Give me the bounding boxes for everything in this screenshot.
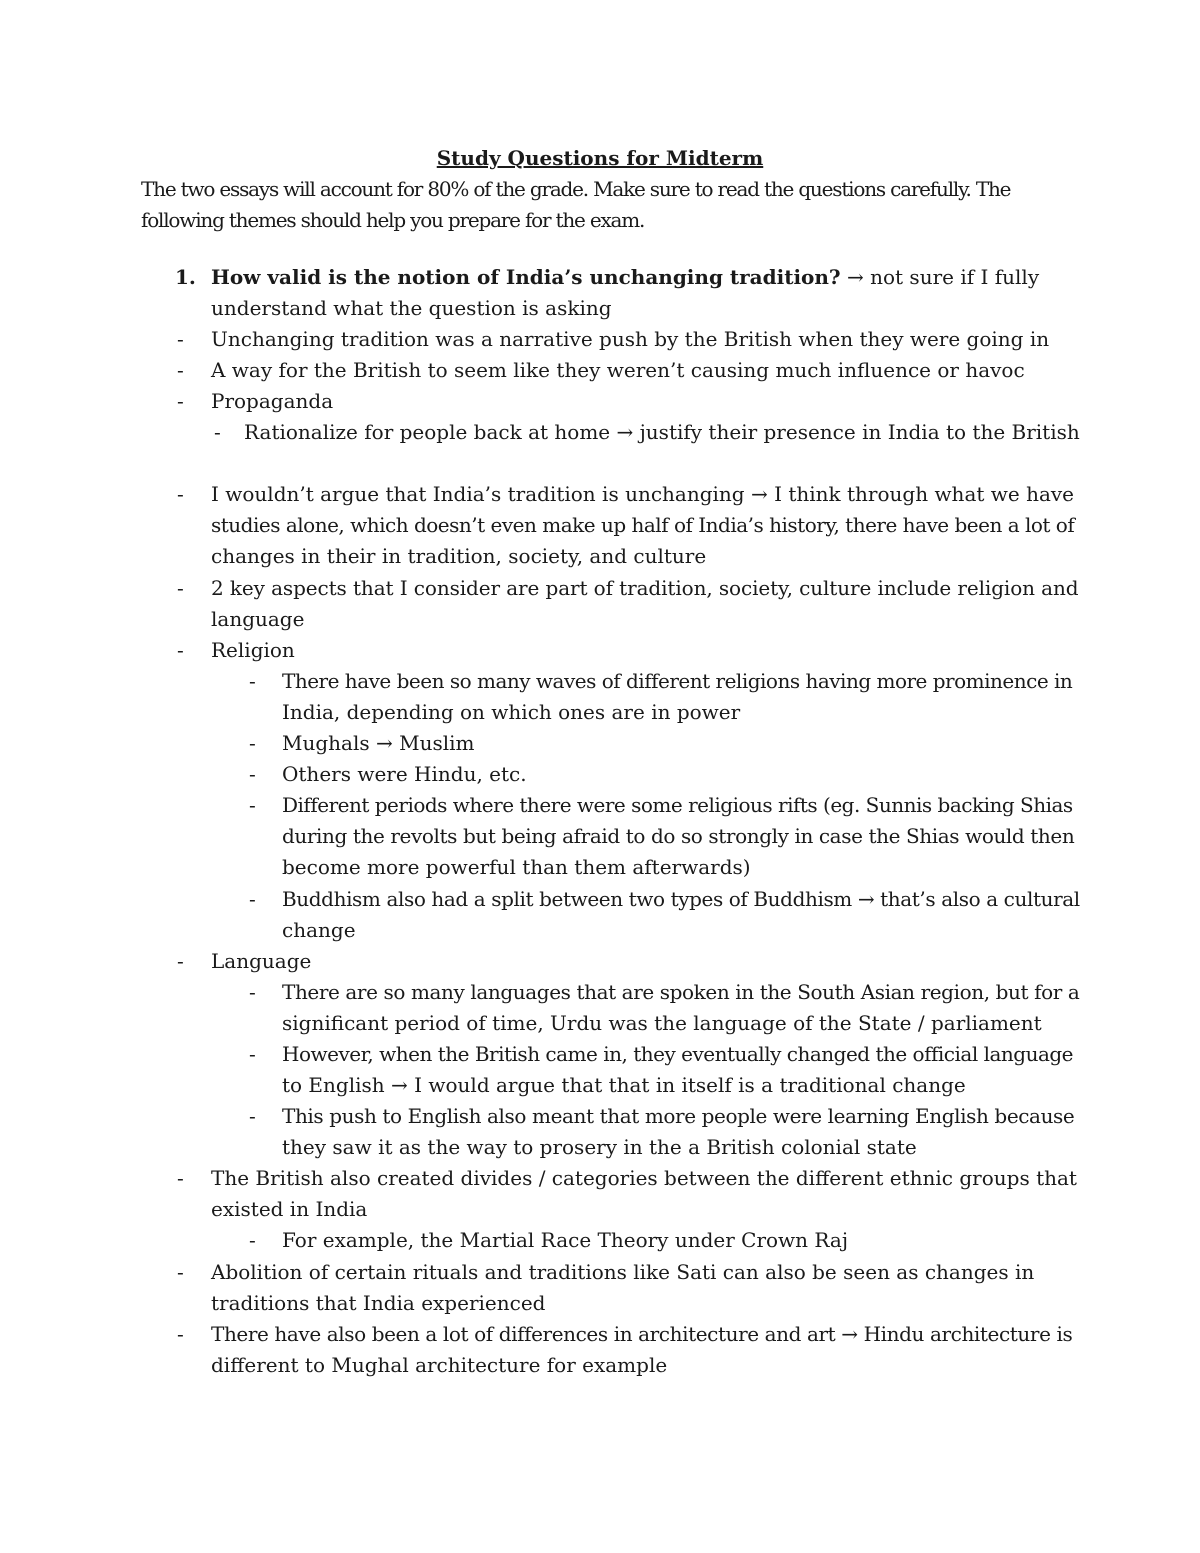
intro-line: following themes should help you prepare for the exam. <box>141 208 645 232</box>
sub-bullet-item: For example, the Martial Race Theory under Crown Raj <box>282 1228 849 1252</box>
bullet-dash: - <box>177 389 184 413</box>
sub-bullet-item: Rationalize for people back at home → justify their presence in India to the British <box>244 420 1080 444</box>
sub-bullet-dash: - <box>249 731 256 755</box>
sub-bullet-dash: - <box>249 887 256 911</box>
bullet-dash: - <box>177 1322 184 1346</box>
bullet-dash: - <box>177 1260 184 1284</box>
intro-paragraph <box>141 174 1081 236</box>
sub-bullet-dash: - <box>249 1042 256 1066</box>
bullet-dash: - <box>177 482 184 506</box>
sub-bullet-item: Different periods where there were some religious rifts (eg. Sunnis backing Shias <box>282 793 1073 817</box>
bullet-item-religion: Religion <box>211 638 295 662</box>
bullet-item: Unchanging tradition was a narrative push by the British when they were going in <box>211 327 1050 351</box>
bullet-item: Abolition of certain rituals and traditions like Sati can also be seen as changes in <box>211 1260 1035 1284</box>
sub-bullet-item: However, when the British came in, they eventually changed the official language <box>282 1042 1074 1066</box>
sub-bullet-dash: - <box>214 420 221 444</box>
sub-bullet-dash: - <box>249 669 256 693</box>
bullet-item-language: Language <box>211 949 312 973</box>
sub-bullet-item: Mughals → Muslim <box>282 731 475 755</box>
document-title: Study Questions for Midterm <box>436 146 764 170</box>
bullet-item-cont: existed in India <box>211 1197 368 1221</box>
sub-bullet-dash: - <box>249 980 256 1004</box>
sub-bullet-item-cont: they saw it as the way to prosery in the a British colonial state <box>282 1135 917 1159</box>
bullet-item: The British also created divides / categories between the different ethnic groups that <box>211 1166 1077 1190</box>
sub-bullet-dash: - <box>249 762 256 786</box>
sub-bullet-item-cont: change <box>282 918 356 942</box>
sub-bullet-item-cont: to English → I would argue that that in itself is a traditional change <box>282 1073 966 1097</box>
sub-bullet-item-cont: become more powerful than them afterwards) <box>282 855 751 879</box>
sub-bullet-item-cont: during the revolts but being afraid to do so strongly in case the Shias would then <box>282 824 1075 848</box>
bullet-item: I wouldn’t argue that India’s tradition is unchanging → I think through what we have <box>211 482 1075 506</box>
bullet-dash: - <box>177 327 184 351</box>
sub-bullet-item-cont: significant period of time, Urdu was the language of the State / parliament <box>282 1011 1042 1035</box>
sub-bullet-dash: - <box>249 1228 256 1252</box>
question-line <box>211 262 1039 293</box>
sub-bullet-item: Buddhism also had a split between two types of Buddhism → that’s also a cultural <box>282 887 1080 911</box>
question-text: How valid is the notion of India’s unchanging tradition? <box>211 265 841 289</box>
bullet-item: 2 key aspects that I consider are part of tradition, society, culture include religion and <box>211 576 1079 600</box>
bullet-item-cont: studies alone, which doesn’t even make up half of India’s history, there have been a lot of <box>211 513 1075 537</box>
sub-bullet-dash: - <box>249 793 256 817</box>
bullet-dash: - <box>177 1166 184 1190</box>
bullet-item-cont: changes in their in tradition, society, and culture <box>211 544 707 568</box>
bullet-item: A way for the British to seem like they weren’t causing much influence or havoc <box>211 358 1025 382</box>
sub-bullet-item-cont: India, depending on which ones are in power <box>282 700 741 724</box>
sub-bullet-dash: - <box>249 1104 256 1128</box>
bullet-item-cont: different to Mughal architecture for example <box>211 1353 668 1377</box>
question-note: → not sure if I fully <box>840 265 1040 289</box>
bullet-item: Propaganda <box>211 389 334 413</box>
sub-bullet-item: Others were Hindu, etc. <box>282 762 527 786</box>
bullet-dash: - <box>177 576 184 600</box>
sub-bullet-item: There have been so many waves of different religions having more prominence in <box>282 669 1073 693</box>
bullet-dash: - <box>177 949 184 973</box>
intro-line: The two essays will account for 80% of the grade. Make sure to read the questions carefully. The <box>141 177 1011 201</box>
bullet-item-cont: language <box>211 607 305 631</box>
bullet-dash: - <box>177 638 184 662</box>
bullet-dash: - <box>177 358 184 382</box>
question-note-continued: understand what the question is asking <box>211 296 612 320</box>
question-number: 1. <box>175 265 196 289</box>
bullet-item-cont: traditions that India experienced <box>211 1291 546 1315</box>
bullet-item: There have also been a lot of differences in architecture and art → Hindu architecture is <box>211 1322 1073 1346</box>
sub-bullet-item: This push to English also meant that more people were learning English because <box>282 1104 1075 1128</box>
sub-bullet-item: There are so many languages that are spoken in the South Asian region, but for a <box>282 980 1080 1004</box>
